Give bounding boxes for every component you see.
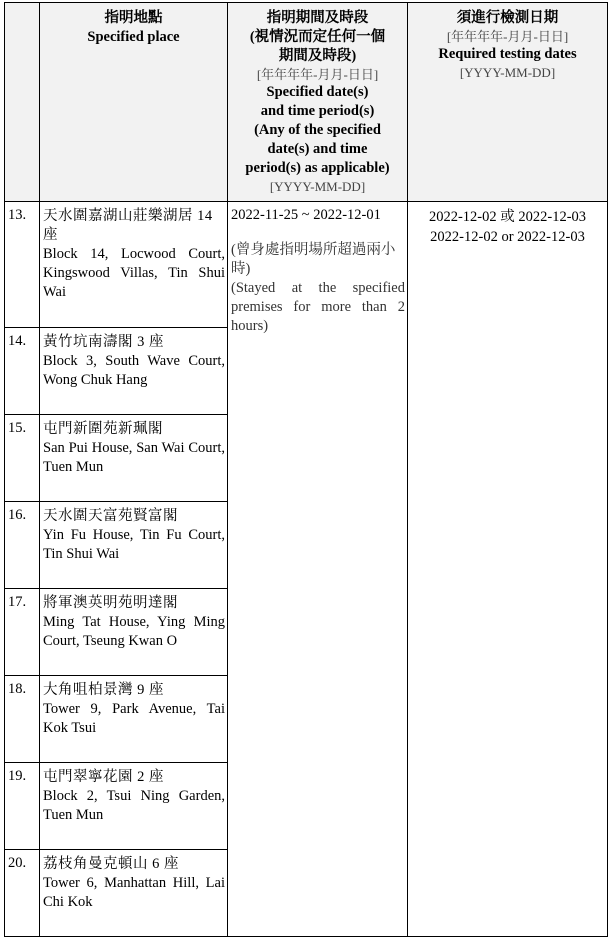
place-cell <box>40 676 228 763</box>
row-number: 20. <box>5 850 40 937</box>
table-row <box>5 202 608 328</box>
testing-dates-zh: 2022-12-02 或 2022-12-03 <box>428 209 587 225</box>
header-period-en-3: (Any of the specified <box>254 122 381 138</box>
place-name-zh: 黃竹坑南濤閣 3 座 <box>43 334 164 350</box>
row-number: 16. <box>5 502 40 589</box>
header-place-zh: 指明地點 <box>104 10 163 26</box>
place-name-zh: 屯門新圍苑新珮閣 <box>43 421 163 437</box>
place-name-en: San Pui House, San Wai Court, Tuen Mun <box>43 440 225 475</box>
header-testing-zh: 須進行檢測日期 <box>456 10 559 26</box>
place-cell <box>40 589 228 676</box>
header-period-zh-1: 指明期間及時段 <box>266 10 369 26</box>
row-number: 17. <box>5 589 40 676</box>
header-period-en-2: and time period(s) <box>260 103 375 119</box>
header-period-format-zh: [年年年年-月月-日日] <box>256 67 379 82</box>
place-name-zh: 荔枝角曼克頓山 6 座 <box>43 856 179 872</box>
place-name-zh: 天水圍嘉湖山莊樂湖居 14 座 <box>43 208 213 243</box>
place-cell <box>40 850 228 937</box>
header-testing-format-en: [YYYY-MM-DD] <box>459 65 556 80</box>
place-name-zh: 天水圍天富苑賢富閣 <box>43 508 178 524</box>
place-name-en: Block 14, Locwood Court, Kingswood Villas, Tin Shui Wai <box>43 246 225 300</box>
place-name-en: Yin Fu House, Tin Fu Court, Tin Shui Wai <box>43 527 225 562</box>
header-number-cell <box>5 3 40 202</box>
header-place-en: Specified place <box>87 29 180 45</box>
place-cell <box>40 202 228 328</box>
place-name-zh: 將軍澳英明苑明達閣 <box>43 595 178 611</box>
place-cell <box>40 328 228 415</box>
place-name-en: Tower 6, Manhattan Hill, Lai Chi Kok <box>43 875 225 910</box>
specified-places-table <box>4 2 608 937</box>
header-period-zh-2: (視情況而定任何一個 <box>249 29 386 45</box>
period-cell <box>228 202 408 937</box>
header-period-en-5: period(s) as applicable) <box>245 160 390 176</box>
row-number: 19. <box>5 763 40 850</box>
header-testing-en: Required testing dates <box>438 46 577 62</box>
header-period-zh-3: 期間及時段) <box>278 48 357 64</box>
testing-dates-en: 2022-12-02 or 2022-12-03 <box>430 229 585 245</box>
period-dates: 2022-11-25 ~ 2022-12-01 <box>231 207 381 223</box>
place-name-zh: 屯門翠寧花園 2 座 <box>43 769 164 785</box>
place-name-en: Block 3, South Wave Court, Wong Chuk Hang <box>43 353 225 388</box>
place-cell <box>40 763 228 850</box>
place-name-en: Tower 9, Park Avenue, Tai Kok Tsui <box>43 701 225 736</box>
row-number: 13. <box>5 202 40 328</box>
place-name-zh: 大角咀柏景灣 9 座 <box>43 682 164 698</box>
row-number: 15. <box>5 415 40 502</box>
header-period-format-en: [YYYY-MM-DD] <box>269 179 366 194</box>
period-note-en: (Stayed at the specified premises for more than 2 hours) <box>231 280 405 334</box>
period-note-zh: (曾身處指明場所超過兩小時) <box>231 242 396 277</box>
header-place-cell <box>40 3 228 202</box>
table-header-row <box>5 3 608 202</box>
header-period-en-1: Specified date(s) <box>266 84 369 100</box>
header-testing-cell <box>408 3 608 202</box>
place-name-en: Ming Tat House, Ying Ming Court, Tseung Kwan O <box>43 614 225 649</box>
header-period-cell <box>228 3 408 202</box>
testing-dates-cell <box>408 202 608 937</box>
header-period-en-4: date(s) and time <box>267 141 368 157</box>
row-number: 18. <box>5 676 40 763</box>
place-name-en: Block 2, Tsui Ning Garden, Tuen Mun <box>43 788 225 823</box>
place-cell <box>40 502 228 589</box>
place-cell <box>40 415 228 502</box>
row-number: 14. <box>5 328 40 415</box>
header-testing-format-zh: [年年年年-月月-日日] <box>446 29 569 44</box>
